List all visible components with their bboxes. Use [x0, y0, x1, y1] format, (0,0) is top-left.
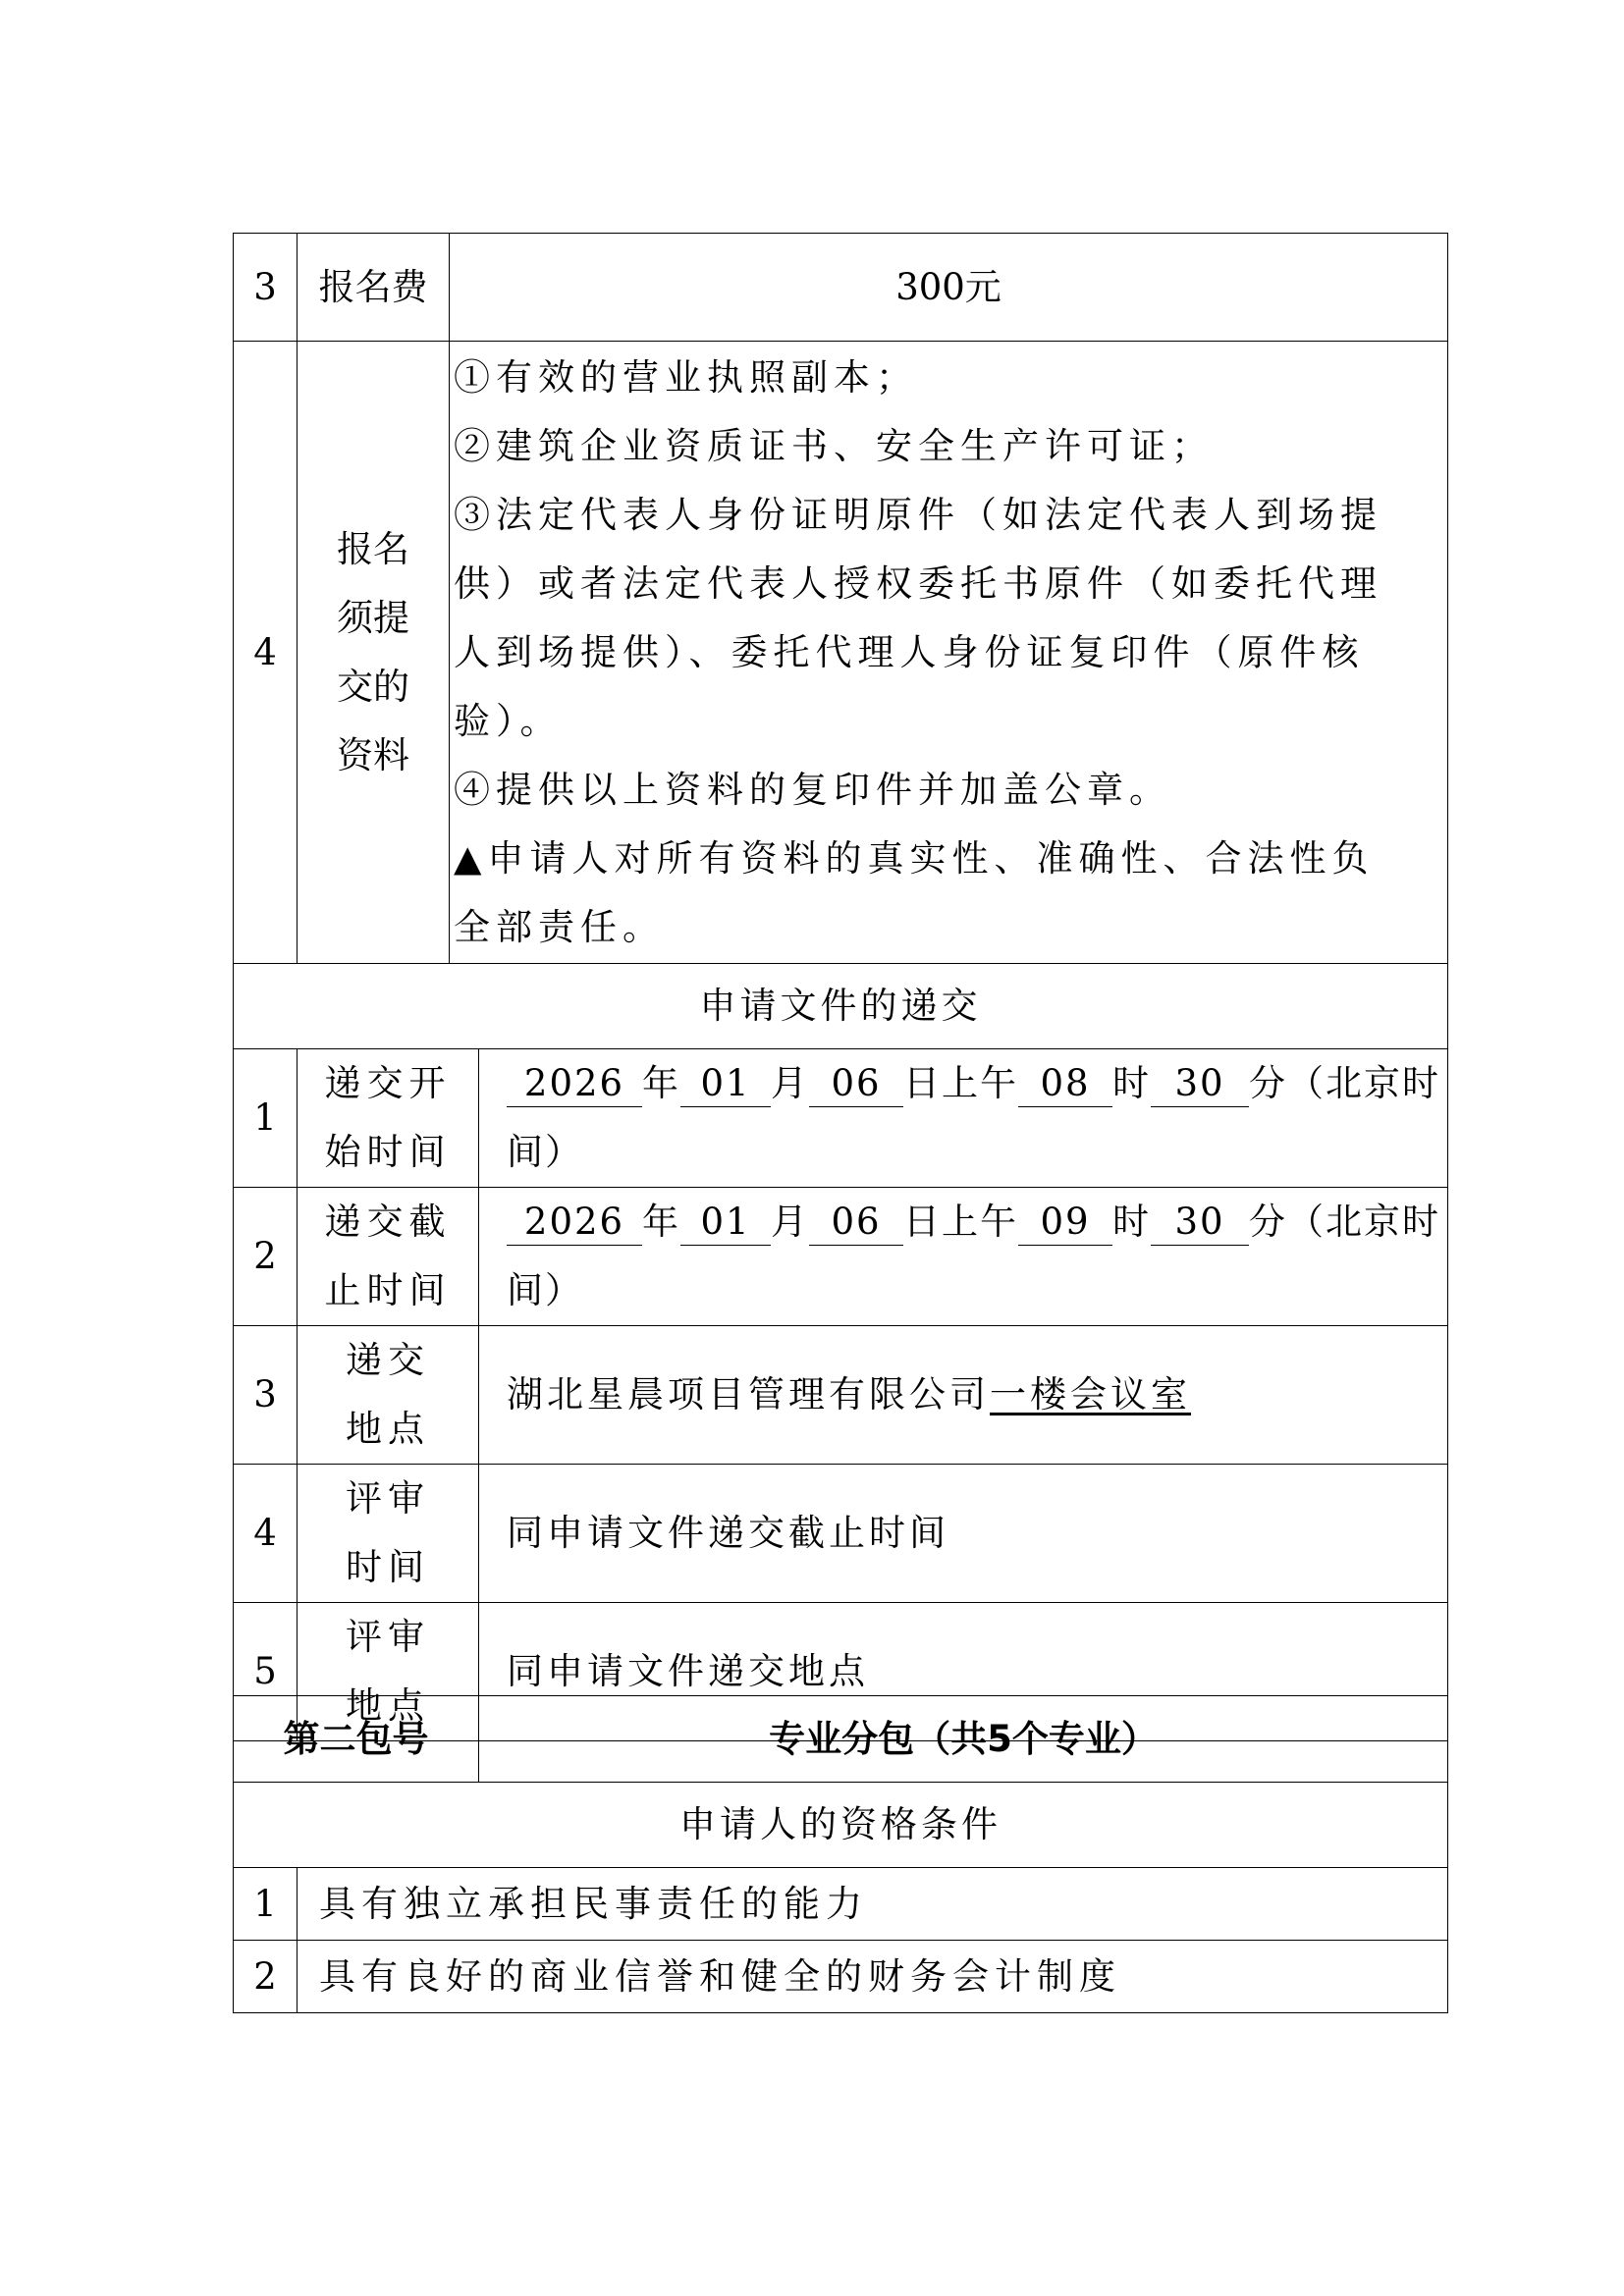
submit-place-value: 湖北星晨项目管理有限公司一楼会议室 — [479, 1326, 1448, 1465]
row-number: 4 — [234, 342, 298, 964]
submit-end-value: 2026 年 01 月 06 日上午 09 时 30 分（北京时 间） — [479, 1188, 1448, 1326]
year-value: 2026 — [507, 1200, 642, 1246]
hour-value: 09 — [1018, 1200, 1112, 1246]
qualification-text: 具有独立承担民事责任的能力 — [298, 1868, 1448, 1941]
day-value: 06 — [809, 1200, 903, 1246]
row-number: 1 — [234, 1049, 298, 1188]
review-place-label: 评审 地点 — [298, 1603, 479, 1741]
row-number: 2 — [234, 1941, 298, 2013]
row-number: 2 — [234, 1188, 298, 1326]
fee-value: 300元 — [450, 234, 1448, 342]
materials-line: 供）或者法定代表人授权委托书原件（如委托代理 — [454, 561, 1382, 605]
meeting-room: 一楼会议室 — [990, 1373, 1191, 1415]
fee-row — [234, 234, 1448, 342]
day-value: 06 — [809, 1061, 903, 1107]
materials-line: ②建筑企业资质证书、安全生产许可证； — [454, 424, 1214, 467]
materials-line: 全部责任。 — [454, 905, 665, 948]
hour-value: 08 — [1018, 1061, 1112, 1107]
row-number: 3 — [234, 1326, 298, 1465]
review-time-value: 同申请文件递交截止时间 — [479, 1465, 1448, 1603]
package-number-label: 第二包号 — [234, 1696, 479, 1783]
review-time-label: 评审 时间 — [298, 1465, 479, 1603]
materials-line: 人到场提供）、委托代理人身份证复印件（原件核 — [454, 630, 1365, 673]
materials-line: 验）。 — [454, 699, 563, 742]
submit-place-row — [234, 1326, 1448, 1465]
submit-start-label: 递交开 始时间 — [298, 1049, 479, 1188]
materials-line: ③法定代表人身份证明原件（如法定代表人到场提 — [454, 493, 1382, 536]
application-info-table — [233, 233, 1448, 1741]
submit-start-value: 2026 年 01 月 06 日上午 08 时 30 分（北京时 间） — [479, 1049, 1448, 1188]
fee-label: 报名费 — [298, 234, 450, 342]
review-time-row — [234, 1465, 1448, 1603]
month-value: 01 — [680, 1061, 771, 1107]
materials-line: ▲申请人对所有资料的真实性、准确性、合法性负 — [454, 836, 1375, 880]
submit-start-row — [234, 1049, 1448, 1188]
package-header-row — [234, 1696, 1448, 1783]
materials-label: 报名 须提 交的 资料 — [298, 342, 450, 964]
minute-value: 30 — [1151, 1061, 1249, 1107]
materials-line: ④提供以上资料的复印件并加盖公章。 — [454, 768, 1171, 811]
month-value: 01 — [680, 1200, 771, 1246]
package-title: 专业分包（共5个专业） — [479, 1696, 1448, 1783]
minute-value: 30 — [1151, 1200, 1249, 1246]
section-title: 申请文件的递交 — [234, 964, 1448, 1049]
row-number: 4 — [234, 1465, 298, 1603]
table-row — [234, 1941, 1448, 2013]
submit-end-label: 递交截 止时间 — [298, 1188, 479, 1326]
qualification-text: 具有良好的商业信誉和健全的财务会计制度 — [298, 1941, 1448, 2013]
materials-row — [234, 342, 1448, 964]
row-number: 5 — [234, 1603, 298, 1741]
row-number: 3 — [234, 234, 298, 342]
materials-list — [450, 342, 1448, 964]
materials-line: ①有效的营业执照副本； — [454, 355, 918, 399]
review-place-value: 同申请文件递交地点 — [479, 1603, 1448, 1741]
year-value: 2026 — [507, 1061, 642, 1107]
row-number: 1 — [234, 1868, 298, 1941]
submit-place-label: 递交 地点 — [298, 1326, 479, 1465]
section-title-row — [234, 964, 1448, 1049]
submit-end-row — [234, 1188, 1448, 1326]
section-title: 申请人的资格条件 — [234, 1783, 1448, 1868]
qualification-section-row — [234, 1783, 1448, 1868]
package-two-table — [233, 1695, 1448, 2013]
table-row — [234, 1868, 1448, 1941]
